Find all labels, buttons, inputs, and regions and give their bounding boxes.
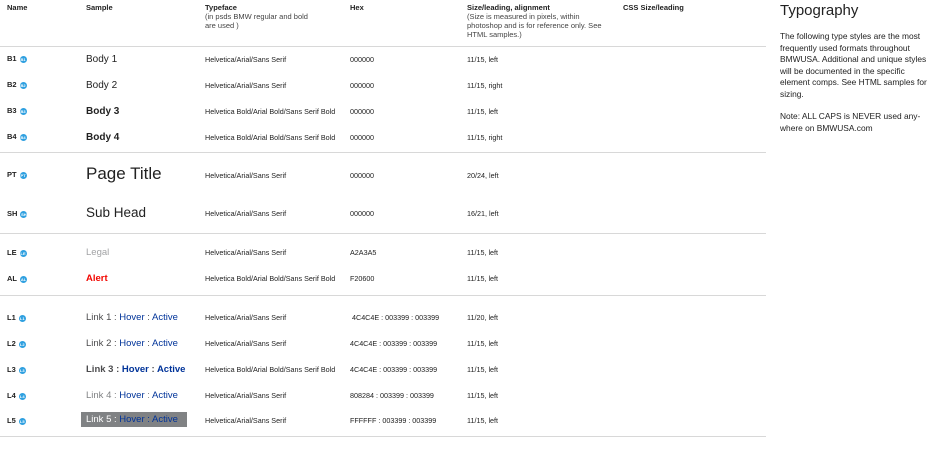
link-active[interactable]: Active	[152, 414, 178, 425]
size-cell: 11/20, left	[467, 313, 499, 322]
row-code: SH SH	[7, 209, 27, 218]
link-hover[interactable]: Hover	[119, 312, 145, 323]
sample-body-2: Body 2	[86, 80, 118, 91]
badge-icon: B4	[20, 134, 26, 140]
sample-page-title: Page Title	[86, 164, 162, 183]
header-size-note: (Size is measured in pixels, within photoshop and is for reference only. See HTML samples.)	[467, 12, 602, 39]
hex-cell: 808284 : 003399 : 003399	[350, 391, 434, 400]
row-code: PT PT	[7, 170, 26, 179]
divider	[0, 436, 766, 437]
header-hex: Hex	[350, 3, 364, 12]
divider	[0, 46, 766, 47]
header-name: Name	[7, 3, 28, 12]
sidebar-description: The following type styles are the most frequently used formats throughout BMWUSA. Additional and unique styles will be documented in the specific element comps. See HTML samples for sizing.	[780, 31, 927, 99]
typeface-cell: Helvetica/Arial/Sans Serif	[205, 248, 287, 257]
separator: :	[111, 312, 120, 323]
typography-sidebar	[780, 0, 935, 145]
typeface-cell: Helvetica/Arial/Sans Serif	[205, 81, 287, 90]
separator: :	[144, 338, 153, 349]
sidebar-title: Typography	[780, 2, 859, 19]
hex-cell: 000000	[350, 81, 374, 90]
size-cell: 11/15, left	[467, 55, 499, 64]
row-code: AL AL	[7, 274, 27, 283]
sample-link-2	[86, 338, 178, 349]
header-size: Size/leading, alignment (Size is measured in pixels, within photoshop and is for reference only. See HTML samples.)	[467, 3, 602, 39]
separator: :	[111, 414, 120, 425]
hex-cell: 000000	[350, 55, 374, 64]
sample-legal: Legal	[86, 247, 110, 258]
size-cell: 20/24, left	[467, 171, 499, 180]
link-default[interactable]: Link 2	[86, 338, 112, 349]
hex-cell: 4C4C4E : 003399 : 003399	[350, 365, 438, 374]
size-cell: 16/21, left	[467, 209, 499, 218]
size-cell: 11/15, left	[467, 391, 499, 400]
sample-link-5	[81, 414, 187, 425]
hex-cell: FFFFFF : 003399 : 003399	[350, 416, 437, 425]
row-code: B2 B2	[7, 80, 26, 89]
badge-icon: L1	[19, 315, 25, 321]
link-default[interactable]: Link 5	[86, 414, 112, 425]
separator: :	[144, 414, 153, 425]
row-code: B3 B3	[7, 106, 26, 115]
badge-icon: PT	[20, 172, 26, 178]
size-cell: 11/15, left	[467, 107, 499, 116]
typeface-cell: Helvetica/Arial/Sans Serif	[205, 171, 287, 180]
hex-cell: 4C4C4E : 003399 : 003399	[350, 339, 438, 348]
hex-cell: 000000	[350, 171, 374, 180]
separator: :	[111, 390, 120, 401]
row-code: L4 L4	[7, 391, 25, 400]
size-cell: 11/15, left	[467, 339, 499, 348]
separator: :	[111, 338, 120, 349]
typeface-cell: Helvetica/Arial/Sans Serif	[205, 313, 287, 322]
size-cell: 11/15, left	[467, 365, 499, 374]
separator: :	[144, 312, 153, 323]
badge-icon: B2	[20, 82, 26, 88]
badge-icon: B3	[20, 108, 26, 114]
row-code: LE LE	[7, 248, 26, 257]
typeface-cell: Helvetica/Arial/Sans Serif	[205, 209, 287, 218]
size-cell: 11/15, left	[467, 416, 499, 425]
badge-icon: B1	[20, 56, 26, 62]
row-code: B1 B1	[7, 54, 26, 63]
link-active[interactable]: Active	[152, 338, 178, 349]
header-typeface: Typeface (in psds BMW regular and bold are used )	[205, 3, 308, 30]
sample-body-4: Body 4	[86, 132, 120, 143]
hex-cell: 000000	[350, 133, 374, 142]
header-sample: Sample	[86, 3, 113, 12]
size-cell: 11/15, right	[467, 133, 503, 142]
divider	[0, 233, 766, 234]
separator: :	[144, 390, 153, 401]
divider	[0, 152, 766, 153]
badge-icon: L4	[19, 393, 25, 399]
link-active[interactable]: Active	[156, 364, 186, 375]
link-active[interactable]: Active	[152, 312, 178, 323]
badge-icon: SH	[21, 211, 27, 217]
hex-cell: 000000	[350, 209, 374, 218]
link-hover[interactable]: Hover	[119, 414, 145, 425]
row-code: L1 L1	[7, 313, 25, 322]
typeface-cell: Helvetica/Arial/Sans Serif	[205, 339, 287, 348]
badge-icon: L5	[19, 418, 25, 424]
hex-cell: A2A3A5	[350, 248, 377, 257]
hex-cell: 4C4C4E : 003399 : 003399	[352, 313, 440, 322]
header-typeface-note: (in psds BMW regular and bold are used )	[205, 12, 308, 30]
link-default[interactable]: Link 1	[86, 312, 112, 323]
link-hover[interactable]: Hover	[119, 390, 145, 401]
row-code: L3 L3	[7, 365, 25, 374]
size-cell: 11/15, left	[467, 248, 499, 257]
link-default[interactable]: Link 3	[86, 364, 114, 375]
sample-link-3	[86, 364, 185, 375]
typeface-cell: Helvetica/Arial/Sans Serif	[205, 55, 287, 64]
separator: :	[148, 364, 157, 375]
sample-sub-head: Sub Head	[86, 205, 147, 220]
link-default[interactable]: Link 4	[86, 390, 112, 401]
divider	[0, 295, 766, 296]
typeface-cell: Helvetica Bold/Arial Bold/Sans Serif Bold	[205, 107, 336, 116]
header-css: CSS Size/leading	[623, 3, 684, 12]
row-code: L2 L2	[7, 339, 25, 348]
link-active[interactable]: Active	[152, 390, 178, 401]
row-code: B4 B4	[7, 132, 26, 141]
typeface-cell: Helvetica Bold/Arial Bold/Sans Serif Bold	[205, 133, 336, 142]
badge-icon: L2	[19, 341, 25, 347]
typeface-cell: Helvetica Bold/Arial Bold/Sans Serif Bold	[205, 274, 336, 283]
link-hover[interactable]: Hover	[121, 364, 149, 375]
typeface-cell: Helvetica/Arial/Sans Serif	[205, 391, 287, 400]
badge-icon: L3	[19, 367, 25, 373]
hex-cell: 000000	[350, 107, 374, 116]
sample-body-1: Body 1	[86, 54, 118, 65]
link-5-background	[81, 412, 187, 427]
typeface-cell: Helvetica Bold/Arial Bold/Sans Serif Bold	[205, 365, 336, 374]
badge-icon: LE	[20, 250, 26, 256]
size-cell: 11/15, right	[467, 81, 503, 90]
size-cell: 11/15, left	[467, 274, 499, 283]
sample-link-1	[86, 312, 178, 323]
row-code: L5 L5	[7, 416, 25, 425]
hex-cell: F20600	[350, 274, 375, 283]
badge-icon: AL	[20, 276, 27, 282]
separator: :	[113, 364, 122, 375]
sample-alert: Alert	[86, 273, 108, 284]
typeface-cell: Helvetica/Arial/Sans Serif	[205, 416, 287, 425]
sample-link-4	[86, 390, 178, 401]
link-hover[interactable]: Hover	[119, 338, 145, 349]
sidebar-note: Note: ALL CAPS is NEVER used any-where on BMWUSA.com	[780, 111, 921, 133]
sample-body-3: Body 3	[86, 106, 120, 117]
